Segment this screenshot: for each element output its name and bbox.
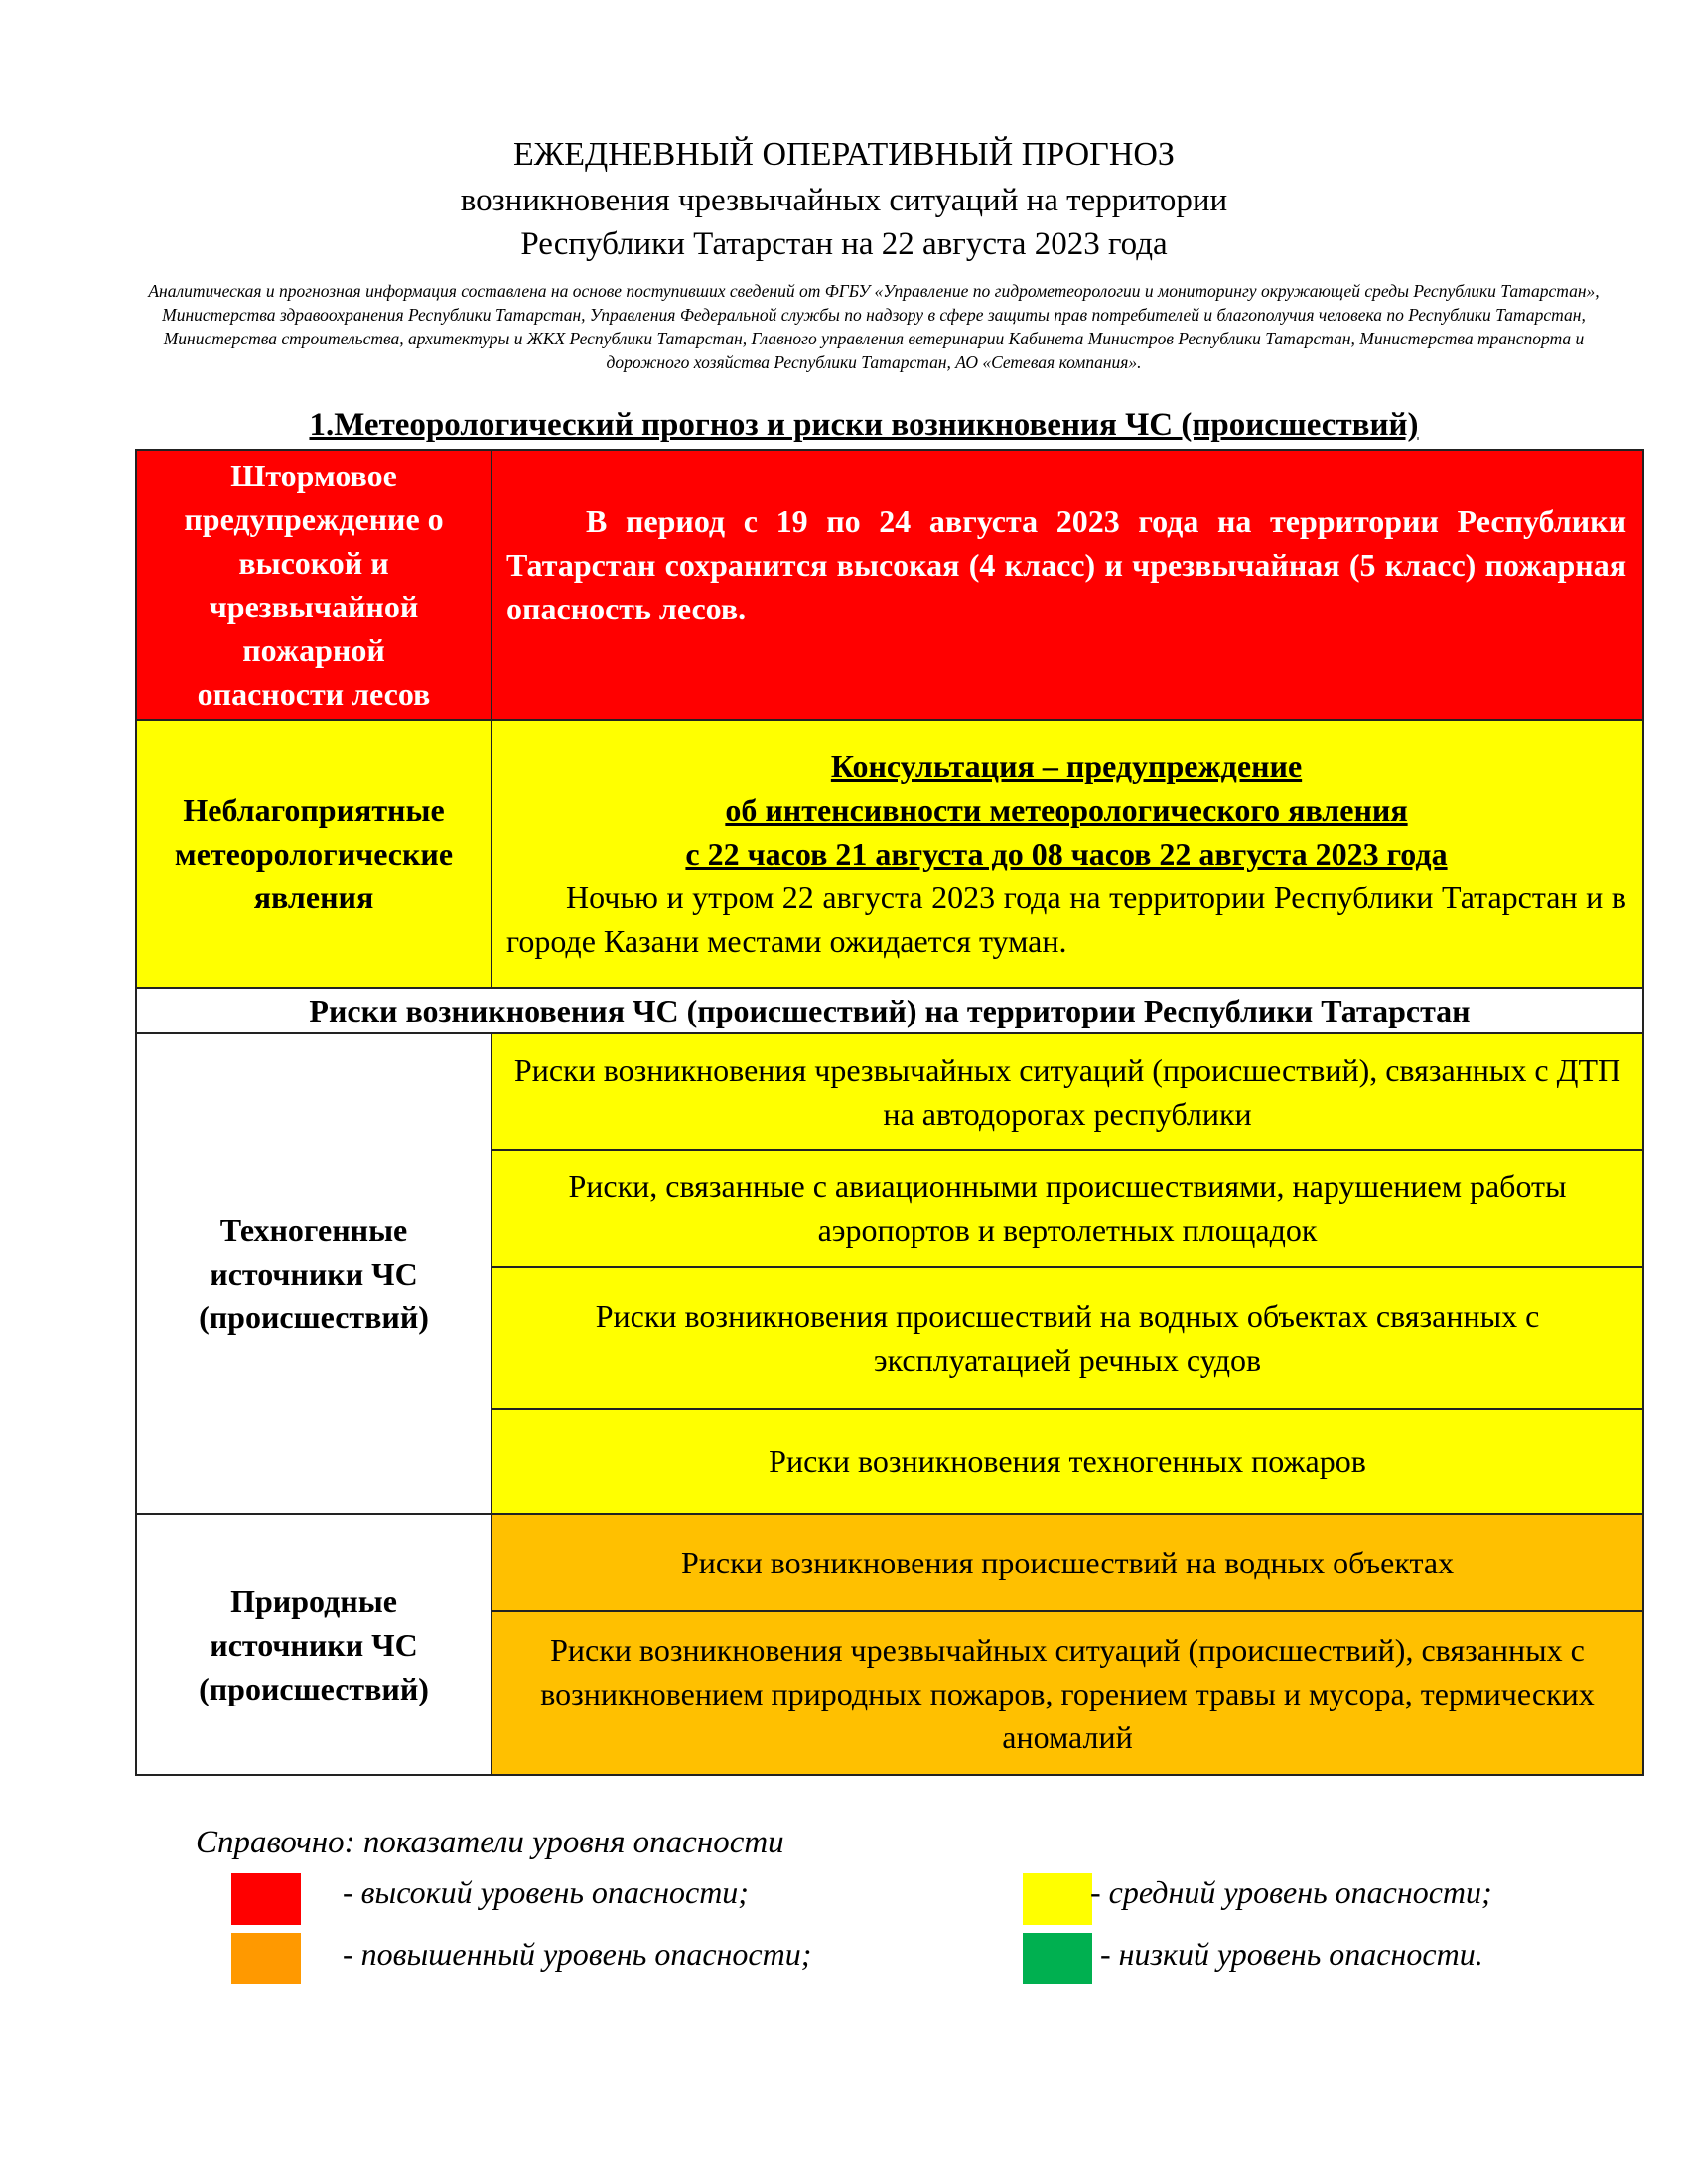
- technogenic-row-1: [136, 1033, 1643, 1150]
- document-subtitle-line1: возникновения чрезвычайных ситуаций на территории: [460, 183, 1228, 218]
- legend-swatch-elevated: [231, 1933, 301, 1984]
- weather-row: [136, 720, 1643, 988]
- weather-label: Неблагоприятные метеорологические явления: [136, 720, 492, 988]
- storm-warning-text: В период с 19 по 24 августа 2023 года на территории Республики Татарстан сохранится высокая (4 класс) и чрезвычайная (5 класс) пожарная опасность лесов.: [492, 450, 1643, 720]
- sources-note: Аналитическая и прогнозная информация составлена на основе поступивших сведений от ФГБУ «Управление по гидрометеорологии и мониторингу окружающей среды Республики Татарстан», Министерства здравоохранения Республики Татарстан, Управления Федеральной службы по надзору в сфере защиты прав потребителей и благополучия человека по Республики Татарстан, Министерства строительства, архитектуры и ЖКХ Республики Татарстан, Главного управления ветеринарии Кабинета Министров Республики Татарстан, Министерства транспорта и дорожного хозяйства Республики Татарстан, АО «Сетевая компания».: [148, 281, 1600, 372]
- natural-risk-1: Риски возникновения происшествий на водных объектах: [492, 1514, 1643, 1611]
- technogenic-risk-3: Риски возникновения происшествий на водных объектах связанных с эксплуатацией речных судов: [492, 1267, 1643, 1409]
- legend-title: Справочно: показатели уровня опасности: [196, 1825, 784, 1860]
- document-subtitle-line2: Республики Татарстан на 22 августа 2023 года: [520, 226, 1168, 262]
- forecast-table: [135, 449, 1644, 1776]
- risks-heading: Риски возникновения ЧС (происшествий) на территории Республики Татарстан: [136, 988, 1643, 1033]
- legend-label-elevated: - повышенный уровень опасности;: [343, 1936, 812, 1972]
- weather-cell: [492, 720, 1643, 988]
- natural-row-1: [136, 1514, 1643, 1611]
- consult-heading-3: с 22 часов 21 августа до 08 часов 22 августа 2023 года: [685, 836, 1448, 872]
- risks-heading-row: [136, 988, 1643, 1033]
- storm-warning-row: [136, 450, 1643, 720]
- legend-label-medium: - средний уровень опасности;: [1090, 1874, 1492, 1910]
- technogenic-risk-2: Риски, связанные с авиационными происшествиями, нарушением работы аэропортов и вертолетных площадок: [492, 1150, 1643, 1267]
- consult-heading-1: Консультация – предупреждение: [830, 749, 1303, 784]
- section-heading: 1.Метеорологический прогноз и риски возникновения ЧС (происшествий): [309, 407, 1419, 443]
- legend-swatch-high: [231, 1873, 301, 1925]
- technogenic-label: Техногенные источники ЧС (происшествий): [136, 1033, 492, 1514]
- technogenic-risk-4: Риски возникновения техногенных пожаров: [492, 1409, 1643, 1514]
- legend-swatch-low: [1023, 1933, 1092, 1984]
- technogenic-risk-1: Риски возникновения чрезвычайных ситуаций (происшествий), связанных с ДТП на автодорогах республики: [492, 1033, 1643, 1150]
- natural-risk-2: Риски возникновения чрезвычайных ситуаций (происшествий), связанных с возникновением природных пожаров, горением травы и мусора, термических аномалий: [492, 1611, 1643, 1775]
- storm-warning-label: Штормовое предупреждение о высокой и чрезвычайной пожарной опасности лесов: [136, 450, 492, 720]
- consult-heading-2: об интенсивности метеорологического явления: [725, 792, 1408, 828]
- document-title: ЕЖЕДНЕВНЫЙ ОПЕРАТИВНЫЙ ПРОГНОЗ: [513, 136, 1175, 173]
- weather-text: Ночью и утром 22 августа 2023 года на территории Республики Татарстан и в городе Казани местами ожидается туман.: [506, 880, 1626, 959]
- natural-label: Природные источники ЧС (происшествий): [136, 1514, 492, 1775]
- legend-label-high: - высокий уровень опасности;: [343, 1874, 749, 1910]
- legend-swatch-medium: [1023, 1873, 1092, 1925]
- legend-label-low: - низкий уровень опасности.: [1100, 1936, 1483, 1972]
